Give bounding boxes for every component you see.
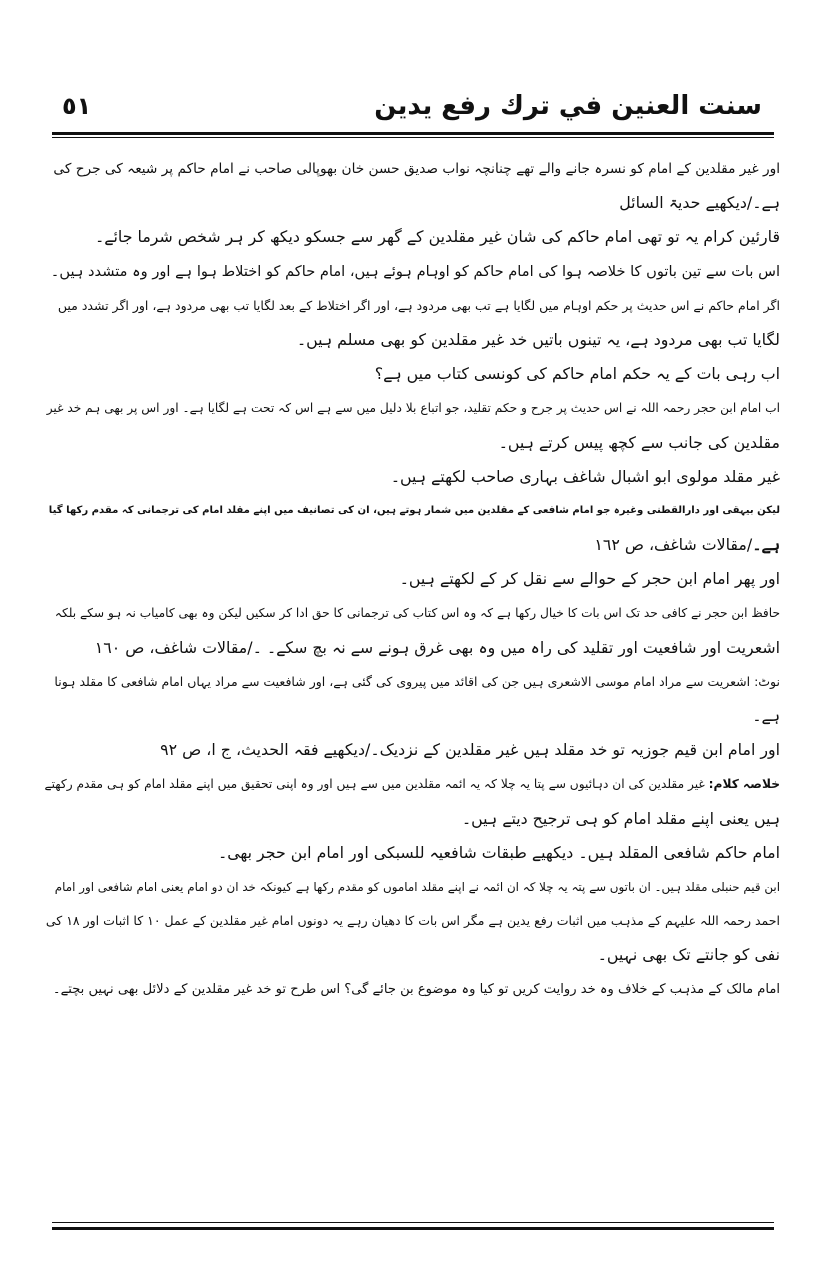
text-line: احمد رحمہ اللہ علیہم کے مذہب میں اثبات رفع یدین ہے مگر اس بات کا دھیان رہے یہ دونوں امام غیر مقلدین کے عمل ١٠ کا اثبات اور ١٨ کی bbox=[45, 913, 780, 929]
text-line: ابن قیم حنبلی مقلد ہیں۔ ان باتوں سے پتہ یہ چلا کہ ان ائمہ نے اپنے مقلد اماموں کو مقدم رکھا ہے کیونکہ خد ان دو امام یعنی امام شافعی اور امام bbox=[54, 879, 780, 894]
text-line-lead: خلاصہ کلام: bbox=[708, 777, 780, 792]
header-rule-thin bbox=[52, 137, 774, 138]
text-line: امام حاکم شافعی المقلد ہیں۔ دیکھیے طبقات شافعیہ للسبکی اور امام ابن حجر بھی۔ bbox=[217, 842, 780, 862]
text-line bbox=[44, 528, 780, 562]
text-line: لیکن بیہقی اور دارالقطنی وغیرہ جو امام شافعی کے مقلدین میں شمار ہوتے ہیں، ان کی تصانیف میں اپنے مقلد امام کی ترجمانی کہ مقدم رکھا گیا bbox=[48, 504, 780, 516]
page-body bbox=[44, 152, 780, 1212]
page-header bbox=[62, 88, 762, 124]
text-line: ہیں یعنی اپنے مقلد امام کو ہی ترجیح دیتے ہیں۔ bbox=[461, 808, 780, 828]
text-line-rest: /مقالات شاغف، ص ١٦٢ bbox=[594, 535, 753, 555]
text-line: اور پھر امام ابن حجر کے حوالے سے نقل کر کے لکھتے ہیں۔ bbox=[399, 569, 780, 589]
book-title: سنت العنين في ترك رفع يدين bbox=[374, 91, 762, 121]
text-line: ہے۔ bbox=[752, 706, 780, 725]
text-line bbox=[44, 767, 780, 801]
text-line: اب رہی بات کے یہ حکم امام حاکم کی کونسی کتاب میں ہے؟ bbox=[374, 364, 780, 384]
text-line: غیر مقلد مولوی ابو اشبال شاغف بہاری صاحب لکھتے ہیں۔ bbox=[390, 466, 780, 486]
text-line: نوٹ: اشعریت سے مراد امام موسی الاشعری ہیں جن کی اقائد میں پیروی کی گئی ہے، اور شافعیت سے مراد یہاں امام شافعی کا مقلد ہونا bbox=[54, 673, 780, 689]
text-line: حافظ ابن حجر نے کافی حد تک اس بات کا خیال رکھا ہے کہ وہ اس کتاب کی ترجمانی کا حق ادا کر سکیں لیکن وہ بھی کامیاب نہ ہو سکے بلکہ bbox=[54, 606, 780, 621]
text-line: لگایا تب بھی مردود ہے، یہ تینوں باتیں خد غیر مقلدین کو بھی مسلم ہیں۔ bbox=[296, 329, 780, 349]
footer-rule bbox=[52, 1227, 774, 1230]
text-line-rest: غیر مقلدین کی ان دہائیوں سے پتا یہ چلا کہ یہ ائمہ مقلدین میں سے ہیں اور وہ اپنی تحقیق میں اپنے مقلد امام کو ہی مقدم رکھتے bbox=[44, 777, 709, 792]
text-line: اشعریت اور شافعیت اور تقلید کی راہ میں وہ بھی غرق ہونے سے نہ بچ سکے۔ ۔/مقالات شاغف، ص ١٦٠ bbox=[94, 637, 780, 657]
text-line: اور غیر مقلدین کے امام کو نسرہ جانے والے تھے چنانچہ نواب صدیق حسن خان بھوپالی صاحب نے امام حاکم پر شیعہ کی جرح کی bbox=[53, 161, 780, 177]
text-line: اگر امام حاکم نے اس حدیث پر حکم اوہام میں لگایا ہے تب بھی مردود ہے، اور اگر اختلاط کے بعد لگایا تب بھی مردود ہے، اور اگر تشدد میں bbox=[57, 297, 780, 313]
text-line: قارئین کرام یہ تو تھی امام حاکم کی شان غیر مقلدین کے گھر سے جسکو دیکھ کر ہر شخص شرما جائے۔ bbox=[95, 227, 780, 247]
text-line: نفی کو جانتے تک بھی نہیں۔ bbox=[597, 945, 780, 965]
text-line-lead: ہے۔ bbox=[752, 535, 780, 555]
text-line: مقلدین کی جانب سے کچھ پیس کرتے ہیں۔ bbox=[498, 432, 780, 452]
header-rule bbox=[52, 132, 774, 135]
footer-rule-thin bbox=[52, 1222, 774, 1223]
text-line: امام مالک کے مذہب کے خلاف وہ خد روایت کریں تو کیا وہ موضوع بن جائے گی؟ اس طرح تو خد غیر مقلدین کے دلائل بھی نہیں بچتے۔ bbox=[52, 981, 780, 997]
page-number: ٥١ bbox=[62, 92, 92, 120]
text-line: اس بات سے تین باتوں کا خلاصہ ہوا کی امام حاکم کو اوہام ہوئے ہیں، امام حاکم کو اختلاط ہوا ہے اور وہ متشدد ہیں۔ bbox=[50, 262, 780, 280]
text-line: ہے۔/دیکھیے حدیۃ السائل bbox=[619, 193, 780, 213]
text-line: اب امام ابن حجر رحمہ اللہ نے اس حدیث پر جرح و حکم تقلید، جو اتباع بلا دلیل میں سے ہے اس کہ تحت ہے لگایا ہے۔ اور اس پر بھی ہم خد غیر bbox=[46, 401, 780, 416]
text-line: اور امام ابن قیم جوزیہ تو خد مقلد ہیں غیر مقلدین کے نزدیک۔/دیکھیے فقہ الحدیث، ج ا، ص ٩٢ bbox=[160, 740, 780, 760]
